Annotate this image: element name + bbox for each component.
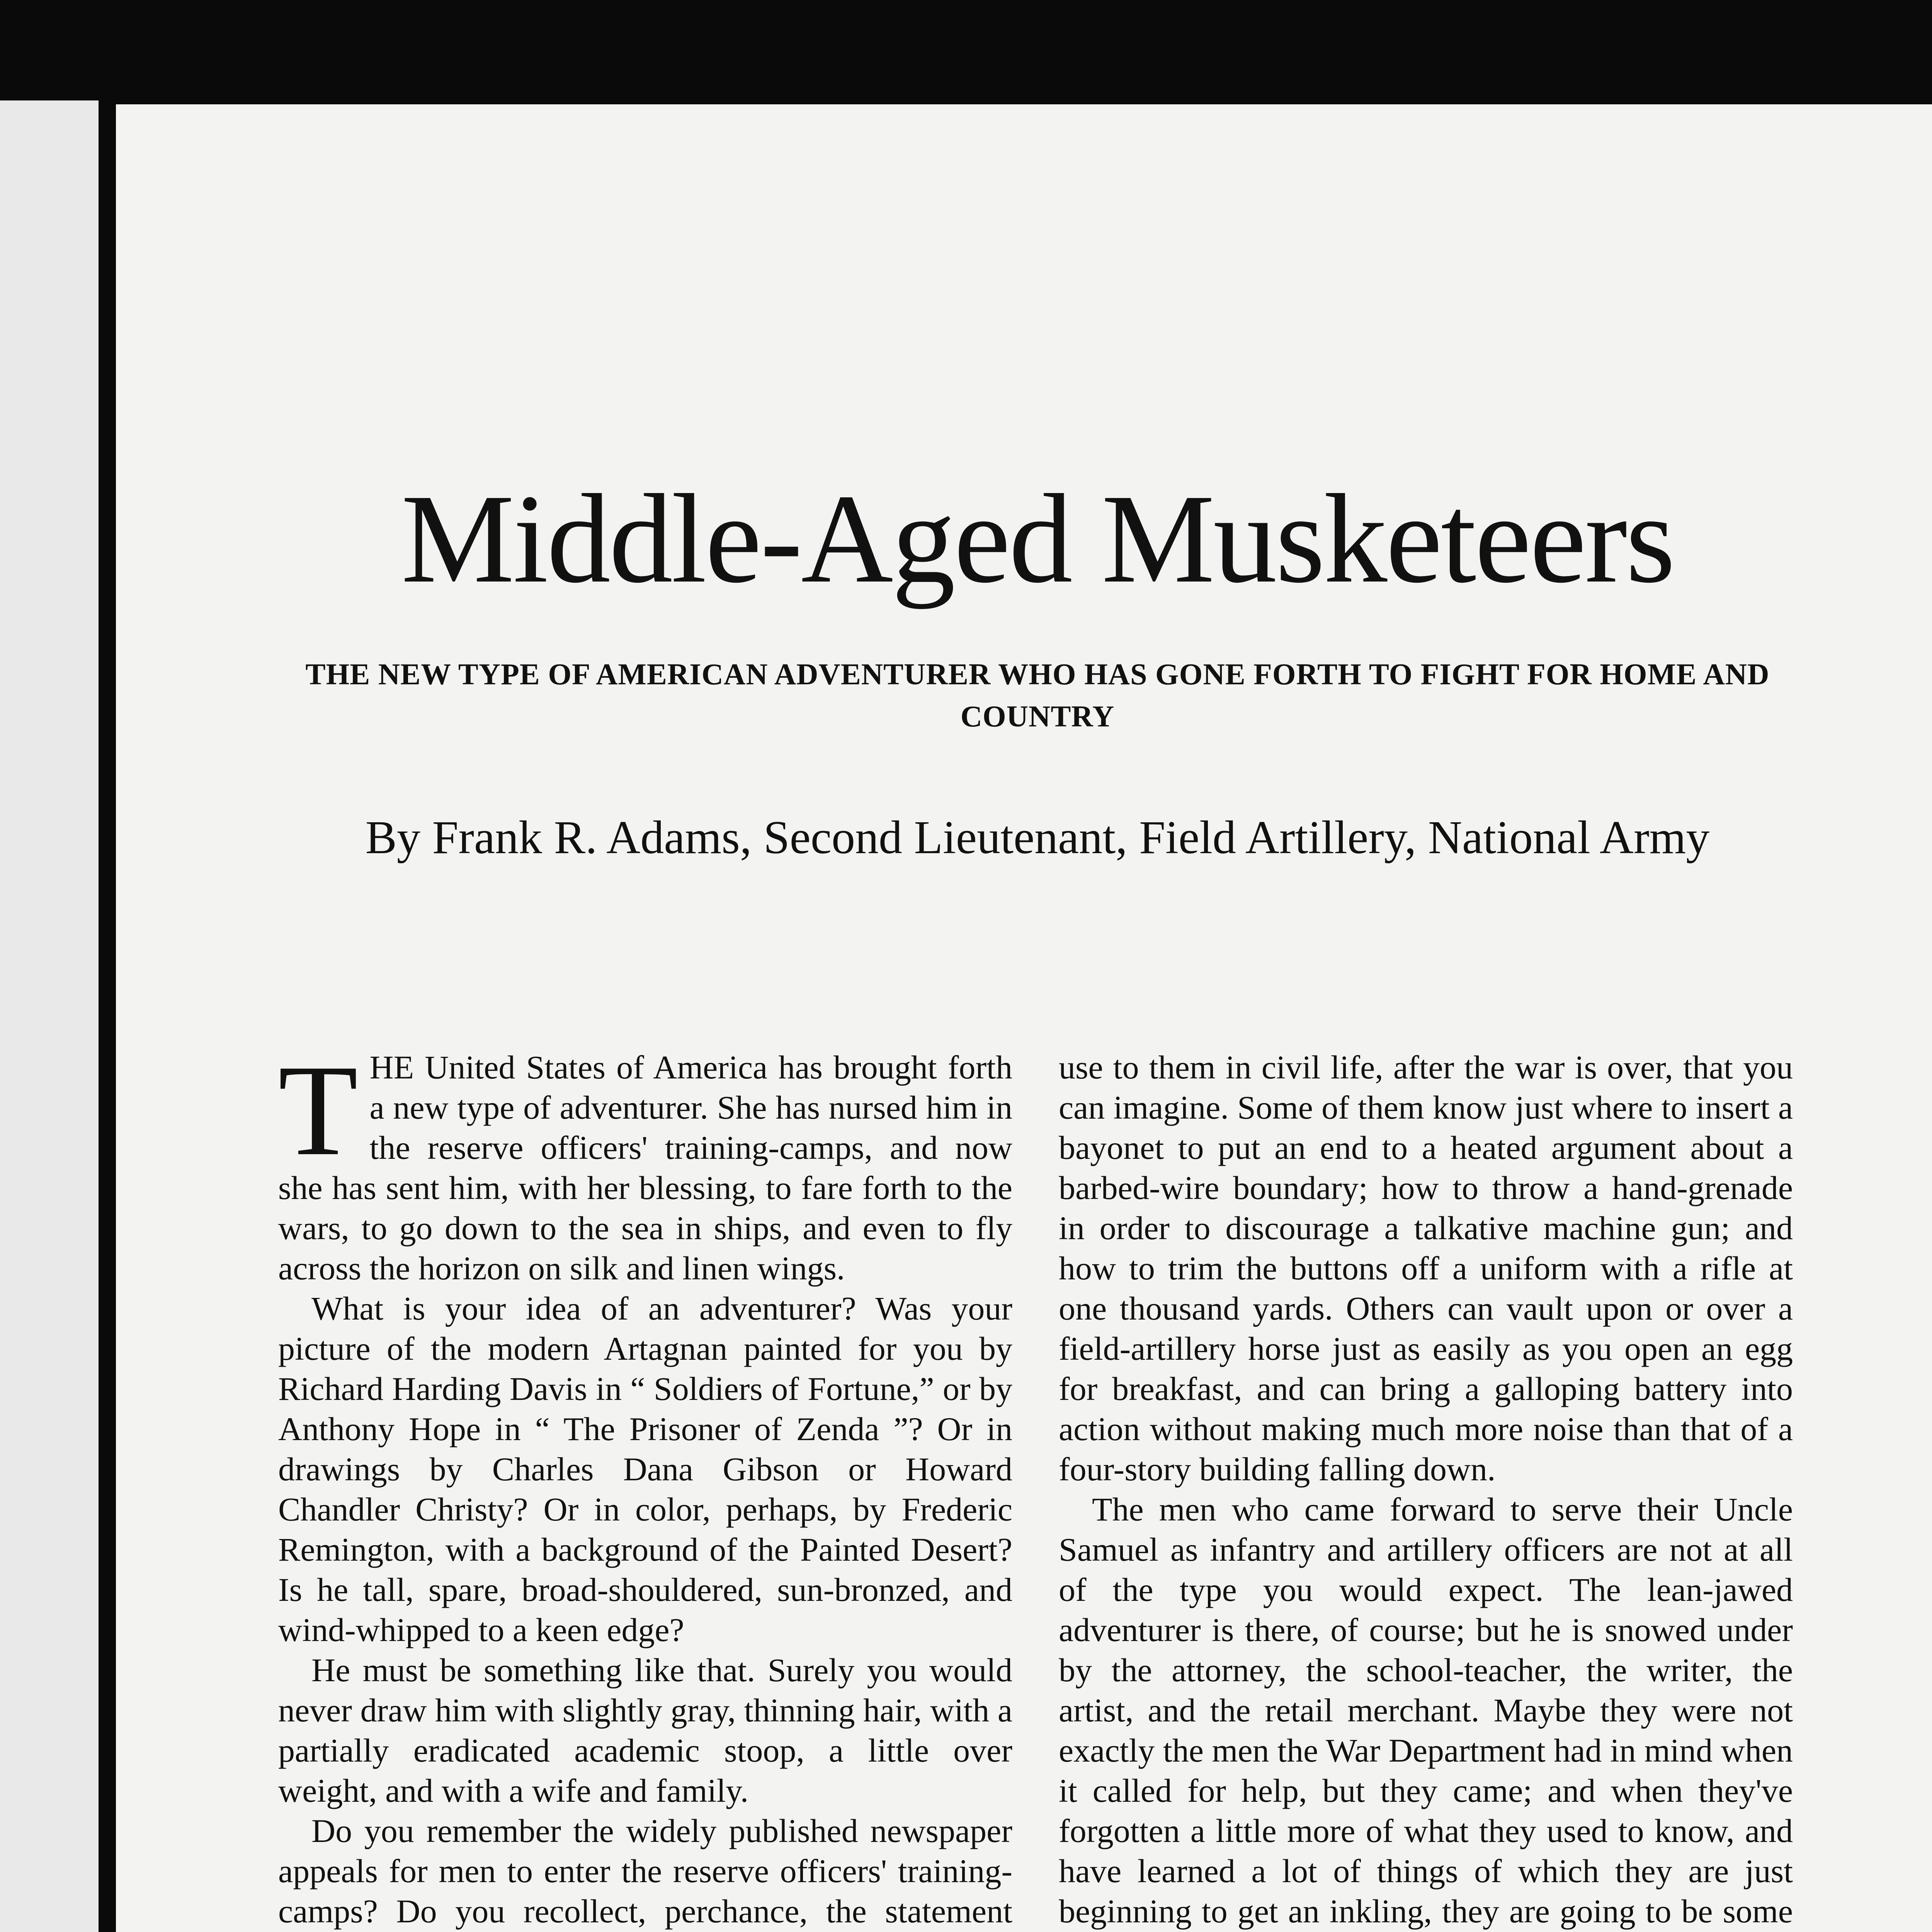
paragraph: He must be something like that. Surely you would never draw him with slightly gray, thinning hair, with a partially eradicated academic stoop, a little over weight, and with a wife and family. xyxy=(278,1651,1012,1809)
article-title: Middle-Aged Musketeers xyxy=(401,468,1674,609)
paragraph: Do you remember the widely published newspaper appeals for men to enter the reserve officers' training-camps? Do you recollect, perchance, the statement xyxy=(278,1812,1012,1930)
article-byline: By Frank R. Adams, Second Lieutenant, Field Artillery, National Army xyxy=(365,811,1710,864)
paragraph xyxy=(278,1047,1012,1288)
facing-page-edge xyxy=(0,100,99,1932)
body-column-right xyxy=(1059,1047,1793,1932)
paragraph: What is your idea of an adventurer? Was your picture of the modern Artagnan painted for you by Richard Harding Davis in “ Soldiers of Fortune,” or by Anthony Hope in “ The Prisoner of Zenda ”? Or in drawings by Charles Dana Gibson or Howard Chandler Christy? Or in color, perhaps, by Frederic Remington, with a background of the Painted Desert? Is he tall, spare, broad-shouldered, sun-bronzed, and wind-whipped to a keen edge? xyxy=(278,1290,1012,1648)
drop-cap: T xyxy=(278,1047,358,1183)
article-subtitle: THE NEW TYPE OF AMERICAN ADVENTURER WHO HAS GONE FORTH TO FIGHT FOR HOME AND COUNTRY xyxy=(305,657,1770,733)
paragraph: use to them in civil life, after the war is over, that you can imagine. Some of them know just where to insert a bayonet to put an end to a heated argument about a barbed-wire boundary; how to throw a hand-grenade in order to discourage a talkative machine gun; and how to trim the buttons off a uniform with a rifle at one thousand yards. Others can vault upon or over a field-artillery horse just as easily as you open an egg for breakfast, and can bring a galloping battery into action without making much more noise than that of a four-story building falling down. xyxy=(1059,1049,1793,1488)
body-column-left xyxy=(278,1047,1012,1932)
paragraph-text: HE United States of America has brought forth a new type of adventurer. She has nursed him in the reserve officers' training-camps, and now she has sent him, with her blessing, to fare forth to the wars, to go down to the sea in ships, and even to fly across the horizon on silk and linen wings. xyxy=(278,1049,1012,1287)
paragraph: The men who came forward to serve their Uncle Samuel as infantry and artillery officers are not at all of the type you would expect. The lean-jawed adventurer is there, of course; but he is snowed under by the attorney, the school-teacher, the writer, the artist, and the retail merchant. Maybe they were not exactly the men the War Department had in mind when it called for help, but they came; and when they've forgotten a little more of what they used to know, and have learned a lot of things of which they are just beginning to get an inkling, they are going to be some xyxy=(1059,1491,1793,1930)
magazine-page xyxy=(116,104,1932,1932)
